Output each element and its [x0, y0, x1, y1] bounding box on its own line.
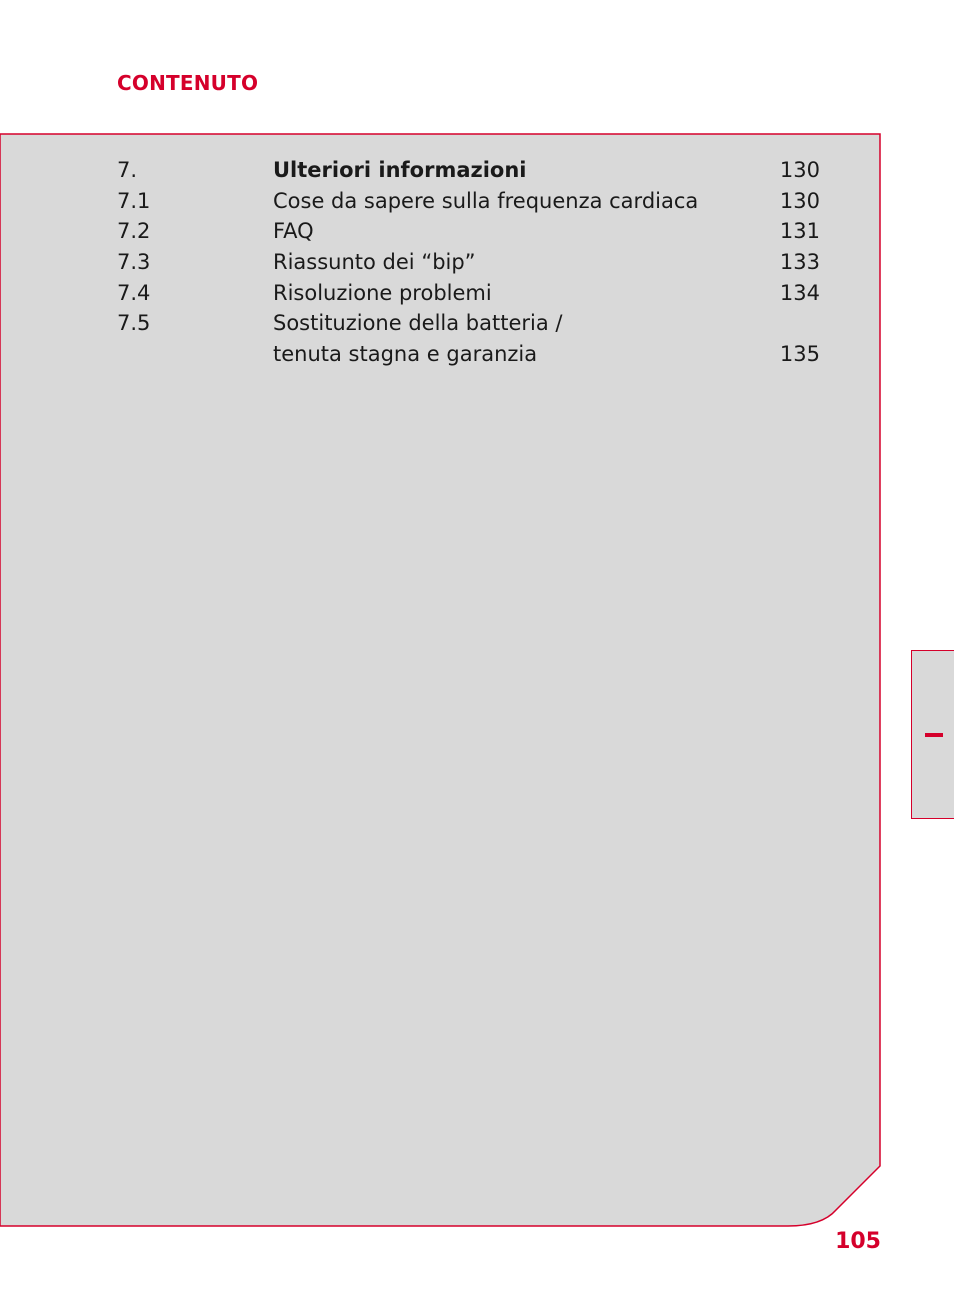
- toc-entry-page: 130: [779, 189, 820, 213]
- toc-entry-title: Cose da sapere sulla frequenza cardiaca: [273, 189, 699, 213]
- toc-entry-number: 7.3: [117, 250, 151, 274]
- toc-entry-title: Risoluzione problemi: [273, 281, 492, 305]
- toc-entry-number: 7.2: [117, 219, 151, 243]
- toc-entry-number: 7.1: [117, 189, 151, 213]
- language-tab[interactable]: [911, 650, 954, 819]
- toc-entry-title: Sostituzione della batteria /: [273, 311, 563, 335]
- toc-entry-page: 134: [779, 281, 820, 305]
- toc-entry-page: 130: [779, 158, 820, 182]
- toc-entry-continuation[interactable]: [0, 339, 954, 369]
- toc-entry-number: 7.5: [117, 311, 151, 335]
- toc-entry[interactable]: [0, 278, 954, 308]
- toc-entry[interactable]: [0, 216, 954, 246]
- toc-entry-page: 133: [779, 250, 820, 274]
- toc-entry-title: FAQ: [273, 219, 314, 243]
- toc-entry-number: 7.4: [117, 281, 151, 305]
- toc-entry-title: Ulteriori informazioni: [273, 158, 527, 182]
- toc-entry[interactable]: [0, 186, 954, 216]
- toc-entry[interactable]: [0, 155, 954, 185]
- toc-entry-title: tenuta stagna e garanzia: [273, 342, 538, 366]
- page-number: 105: [835, 1229, 881, 1254]
- page-title: CONTENUTO: [117, 71, 259, 95]
- tab-dash-icon: [925, 733, 943, 737]
- toc-entry-page: 135: [779, 342, 820, 366]
- toc-entry-title: Riassunto dei “bip”: [273, 250, 476, 274]
- toc-entry-number: 7.: [117, 158, 138, 182]
- toc-entry[interactable]: [0, 308, 954, 338]
- toc-entry-page: 131: [779, 219, 820, 243]
- toc-entry[interactable]: [0, 247, 954, 277]
